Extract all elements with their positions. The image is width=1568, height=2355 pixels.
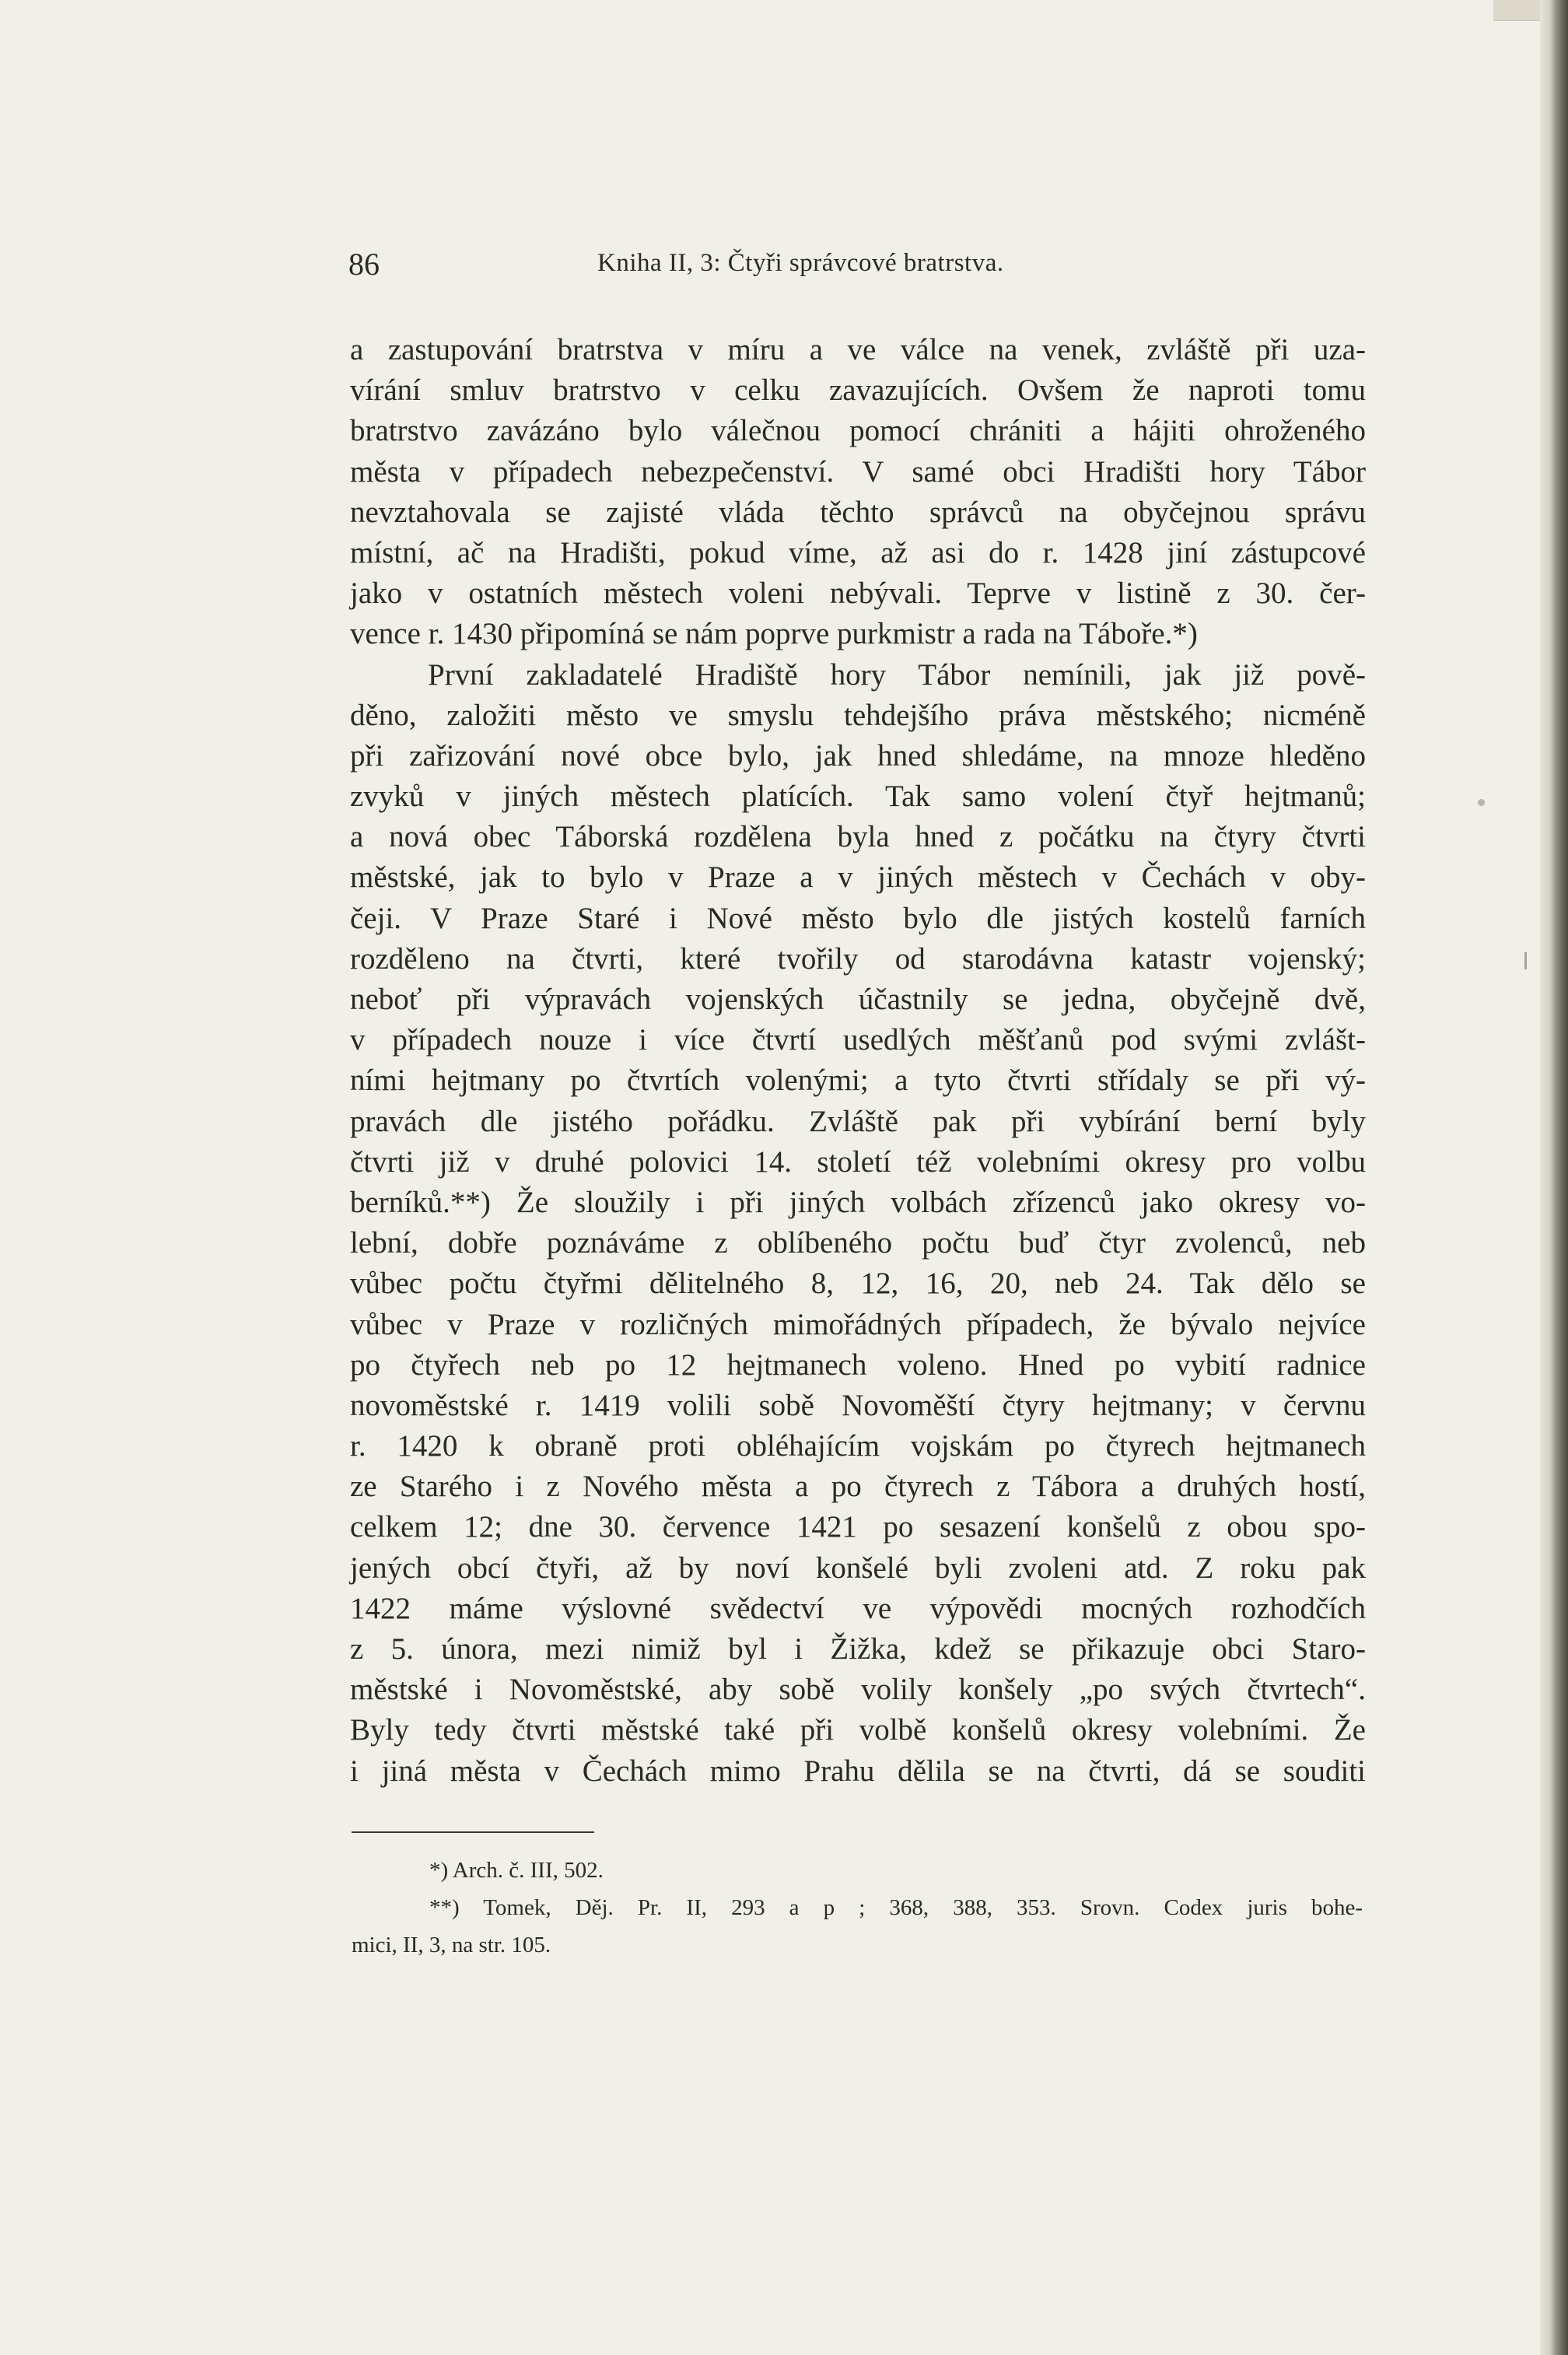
text-line: místní, ač na Hradišti, pokud víme, až asi do r. 1428 jiní zástupcové <box>350 535 1366 569</box>
text-line: ními hejtmany po čtvrtích volenými; a tyto čtvrti střídaly se při vý- <box>350 1064 1366 1098</box>
footnote-rule <box>352 1831 594 1833</box>
text-line: z 5. února, mezi nimiž byl i Žižka, kdež se přikazuje obci Staro- <box>350 1632 1366 1666</box>
text-line: ze Starého i z Nového města a po čtyrech z Tábora a druhých hostí, <box>350 1470 1366 1504</box>
text-line: po čtyřech neb po 12 hejtmanech voleno. Hned po vybití radnice <box>350 1347 1366 1382</box>
text-line: zvyků v jiných městech platících. Tak samo volení čtyř hejtmanů; <box>350 780 1366 814</box>
text-line: celkem 12; dne 30. července 1421 po sesazení konšelů z obou spo- <box>350 1510 1366 1544</box>
text-line: vírání smluv bratrstvo v celku zavazujících. Ovšem že naproti tomu <box>350 373 1366 408</box>
footnote-1: *) Arch. č. III, 502. <box>429 1858 604 1883</box>
text-line: pravách dle jistého pořádku. Zvláště pak při vybírání berní byly <box>350 1104 1366 1138</box>
text-line: Byly tedy čtvrti městské také při volbě konšelů okresy volebními. Že <box>350 1713 1366 1747</box>
footnote-2-continuation: mici, II, 3, na str. 105. <box>352 1933 551 1957</box>
footnote-2: **) Tomek, Děj. Pr. II, 293 a p ; 368, 388, 353. Srovn. Codex juris bohe- <box>429 1895 1363 1920</box>
text-line: lební, dobře poznáváme z oblíbeného počtu buď čtyr zvolenců, neb <box>350 1226 1366 1260</box>
footnotes <box>352 1852 1363 1964</box>
text-line: děno, založiti město ve smyslu tehdejšího práva městského; nicméně <box>350 698 1366 732</box>
text-line: rozděleno na čtvrti, které tvořily od starodávna katastr vojenský; <box>350 941 1366 976</box>
text-line: jako v ostatních městech voleni nebývali. Teprve v listině z 30. čer- <box>350 576 1366 611</box>
text-line: městské, jak to bylo v Praze a v jiných městech v Čechách v oby- <box>350 860 1366 895</box>
text-line: berníků.**) Že sloužily i při jiných volbách zřízenců jako okresy vo- <box>350 1185 1366 1219</box>
text-line: r. 1420 k obraně proti obléhajícím vojskám po čtyrech hejtmanech <box>350 1429 1366 1463</box>
text-line: bratrstvo zavázáno bylo válečnou pomocí chrániti a hájiti ohroženého <box>350 414 1366 448</box>
page-corner-mark <box>1493 0 1540 21</box>
text-line: nevztahovala se zajisté vláda těchto správců na obyčejnou správu <box>350 495 1366 529</box>
text-line: neboť při výpravách vojenských účastnily se jedna, obyčejně dvě, <box>350 983 1366 1016</box>
text-line: města v případech nebezpečenství. V samé obci Hradišti hory Tábor <box>350 454 1366 489</box>
text-line: novoměstské r. 1419 volili sobě Novoměští čtyry hejtmany; v červnu <box>350 1388 1366 1422</box>
text-line: městské i Novoměstské, aby sobě volily konšely „po svých čtvrtech“. <box>350 1673 1366 1707</box>
text-line: v případech nouze i více čtvrtí usedlých měšťanů pod svými zvlášt- <box>350 1023 1366 1057</box>
text-line: vůbec v Praze v rozličných mimořádných případech, že bývalo nejvíce <box>350 1307 1366 1341</box>
text-line: čtvrti již v druhé polovici 14. století též volebními okresy pro volbu <box>350 1144 1366 1179</box>
page-gutter-shadow <box>1540 0 1568 2355</box>
text-line: a nová obec Táborská rozdělena byla hned z počátku na čtyry čtvrti <box>350 820 1366 854</box>
text-line: čeji. V Praze Staré i Nové město bylo dle jistých kostelů farních <box>350 901 1366 935</box>
text-line: jených obcí čtyři, až by noví konšelé byli zvoleni atd. Z roku pak <box>350 1551 1366 1585</box>
text-line: a zastupování bratrstva v míru a ve válce na venek, zvláště při uza- <box>350 333 1366 366</box>
ink-spot <box>1478 799 1485 806</box>
body-text <box>350 330 1366 1792</box>
page-number: 86 <box>348 247 380 282</box>
text-line: při zařizování nové obce bylo, jak hned shledáme, na mnoze hleděno <box>350 738 1366 773</box>
margin-mark <box>1524 952 1527 969</box>
running-head: Kniha II, 3: Čtyři správcové bratrstva. <box>597 249 1004 277</box>
text-line: i jiná města v Čechách mimo Prahu dělila se na čtvrti, dá se souditi <box>350 1754 1366 1788</box>
paragraph-start-line: První zakladatelé Hradiště hory Tábor nemínili, jak již pově- <box>428 657 1366 692</box>
text-line: vence r. 1430 připomíná se nám poprve purkmistr a rada na Táboře.*) <box>350 617 1198 651</box>
page-header <box>348 246 1126 293</box>
text-line: 1422 máme výslovné svědectví ve výpovědi mocných rozhodčích <box>350 1591 1366 1625</box>
text-line: vůbec počtu čtyřmi dělitelného 8, 12, 16, 20, neb 24. Tak dělo se <box>350 1267 1366 1301</box>
